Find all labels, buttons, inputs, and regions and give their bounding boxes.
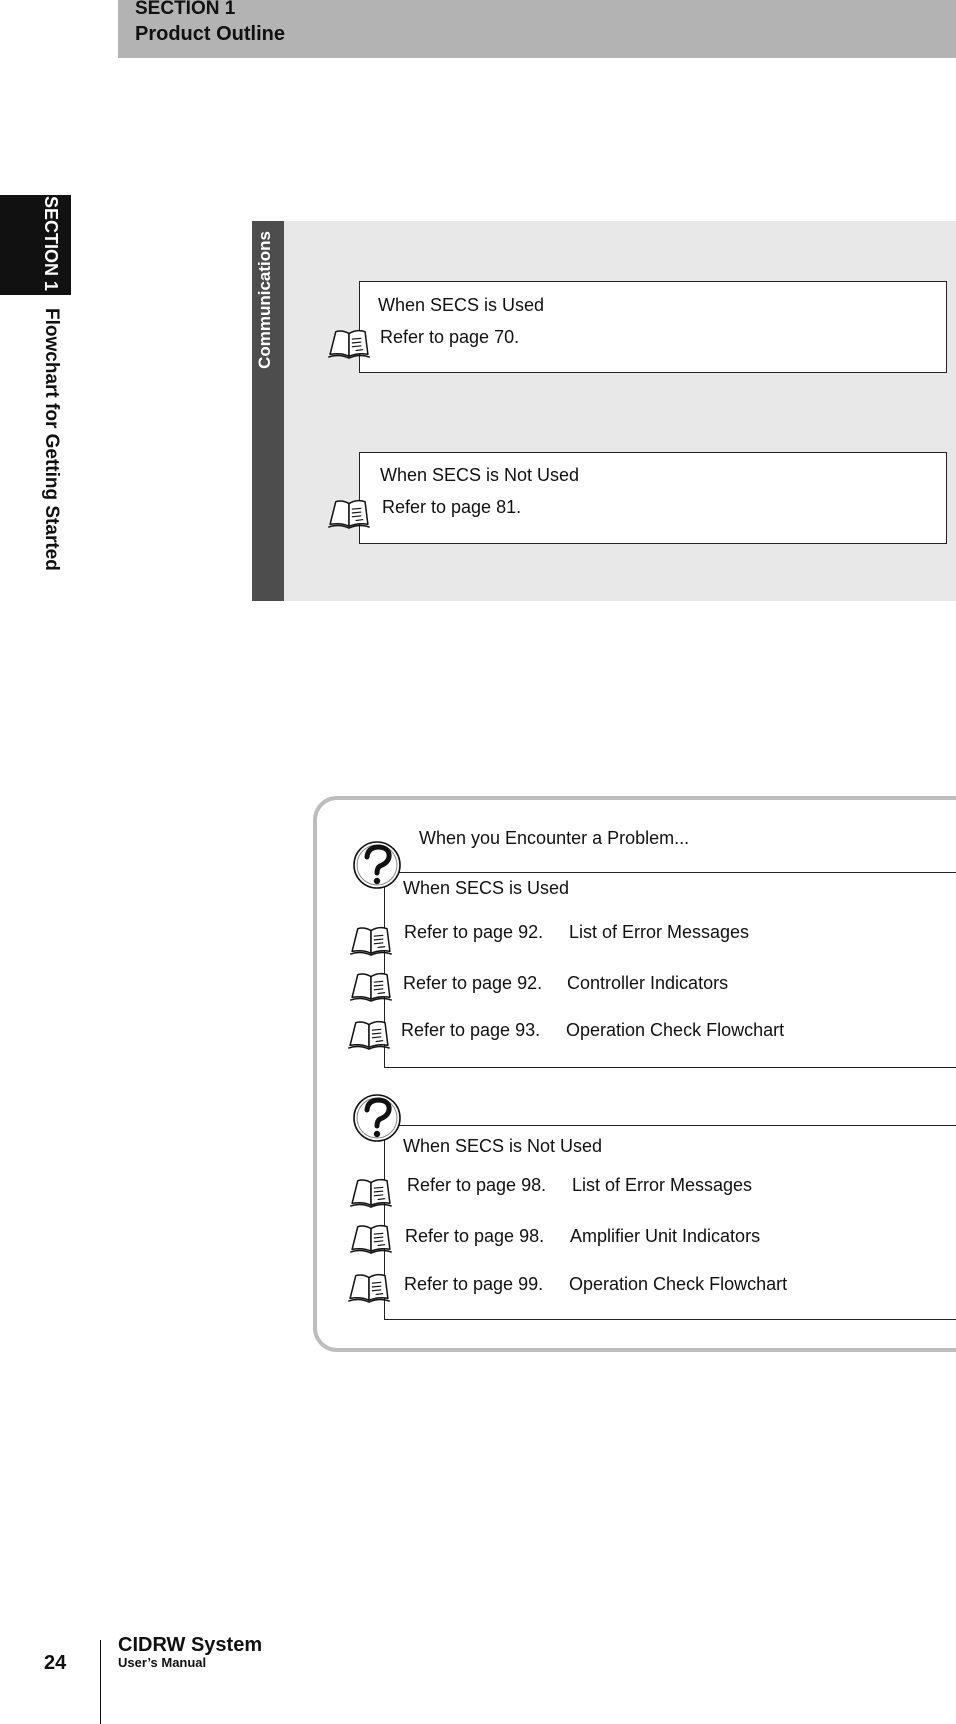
ref-topic: Amplifier Unit Indicators	[570, 1226, 761, 1246]
ref-topic: List of Error Messages	[569, 922, 750, 942]
header-title: Product Outline	[135, 23, 285, 45]
page-number: 24	[44, 1652, 67, 1674]
ref-topic: Operation Check Flowchart	[569, 1274, 788, 1294]
footer-product: CIDRW System	[118, 1634, 263, 1656]
manual-book-icon	[348, 923, 394, 957]
trouble-secs-not-used-heading: When SECS is Not Used	[403, 1136, 603, 1156]
ref-page[interactable]: Refer to page 93.	[401, 1020, 541, 1040]
trouble-secs-used-heading: When SECS is Used	[403, 878, 570, 898]
ref-page[interactable]: Refer to page 98.	[405, 1226, 545, 1246]
secs-used-heading: When SECS is Used	[378, 295, 545, 315]
manual-book-icon	[348, 1175, 394, 1209]
ref-page[interactable]: Refer to page 98.	[407, 1175, 547, 1195]
question-mark-icon	[352, 1093, 402, 1143]
manual-book-icon	[348, 1221, 394, 1255]
communications-panel	[252, 221, 956, 601]
ref-topic: Operation Check Flowchart	[566, 1020, 785, 1040]
question-mark-icon	[352, 840, 402, 890]
header-section: SECTION 1	[135, 0, 236, 19]
ref-page[interactable]: Refer to page 92.	[404, 922, 544, 942]
secs-used-ref[interactable]: Refer to page 70.	[380, 327, 520, 347]
communications-label: Communications	[255, 231, 274, 369]
ref-topic: Controller Indicators	[567, 973, 729, 993]
footer-doc: User’s Manual	[118, 1655, 207, 1670]
manual-book-icon	[348, 969, 394, 1003]
ref-page[interactable]: Refer to page 92.	[403, 973, 543, 993]
side-section-label: SECTION 1	[41, 196, 61, 292]
manual-book-icon	[346, 1270, 392, 1304]
ref-page[interactable]: Refer to page 99.	[404, 1274, 544, 1294]
ref-topic: List of Error Messages	[572, 1175, 753, 1195]
trouble-intro: When you Encounter a Problem...	[419, 828, 690, 848]
side-chapter-label: Flowchart for Getting Started	[41, 308, 62, 571]
manual-book-icon	[326, 496, 372, 530]
manual-book-icon	[326, 326, 372, 360]
manual-book-icon	[346, 1017, 392, 1051]
secs-not-used-ref[interactable]: Refer to page 81.	[382, 497, 522, 517]
secs-not-used-heading: When SECS is Not Used	[380, 465, 580, 485]
footer-divider	[100, 1640, 101, 1724]
